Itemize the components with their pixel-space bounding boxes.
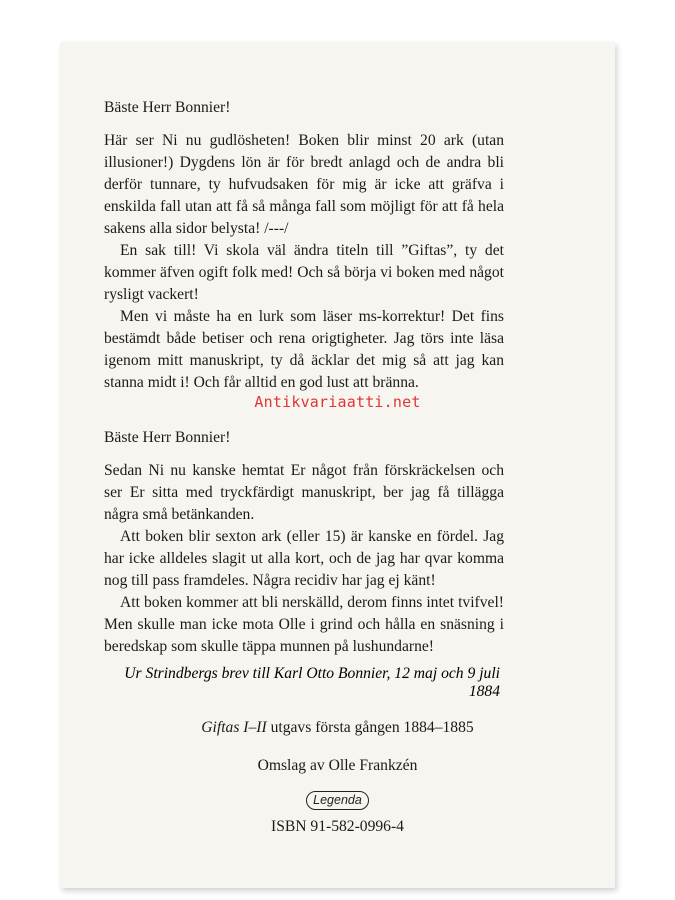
isbn: ISBN 91-582-0996-4 — [271, 818, 404, 835]
letter-two-paragraph-1: Sedan Ni nu kanske hemtat Er något från förskräckelsen och ser Er sitta med tryckfärdigt manuskript, ber jag få tillägga några små betänkanden. — [104, 462, 504, 523]
publisher-logo: Legenda — [306, 791, 369, 810]
letter-one-paragraph-1: Här ser Ni nu gudlösheten! Boken blir minst 20 ark (utan illusioner!) Dygdens lön är för bredt anlagd och de andra bli derför tunnare, ty hufvudsaken för mig är icke att gräfva i enskilda fall utan att få så många fall som möjligt för att få hela sakens alla sidor belysta! /---/ — [104, 132, 504, 237]
letter-two-paragraph-2: Att boken blir sexton ark (eller 15) är kanske en fördel. Jag har icke alldeles slagit ut alla kort, och de jag har qvar komma nog till pass framdeles. Några recidiv har jag ej känt! — [104, 528, 504, 589]
cover-credit: Omslag av Olle Frankzén — [257, 757, 418, 774]
letter-one-paragraph-3: Men vi måste ha en lurk som läser ms-korrektur! Det fins bestämdt både betiser och rena origtigheter. Jag törs inte läsa igenom mitt manuskript, ty då äcklar det mig så att jag kan stanna midt i! Och får alltid en god lust att bränna. — [104, 308, 504, 391]
first-publication-title: Giftas I–II — [201, 719, 267, 736]
letter-one-salutation: Bäste Herr Bonnier! — [104, 99, 231, 116]
letter-one — [104, 97, 504, 394]
watermark: Antikvariaatti.net — [254, 393, 421, 411]
letter-two — [104, 427, 504, 658]
first-publication-note — [60, 719, 615, 737]
letter-source-citation: Ur Strindbergs brev till Karl Otto Bonnier, 12 maj och 9 juli 1884 — [124, 665, 500, 700]
publisher-logo-container — [60, 791, 615, 810]
first-publication-text: utgavs första gången 1884–1885 — [266, 719, 474, 736]
letter-two-paragraph-3: Att boken kommer att bli nerskälld, derom finns intet tvifvel! Men skulle man icke mota Olle i grind och hålla en snäsning i beredskap som skulle täppa munnen på lushundarne! — [104, 594, 504, 655]
letter-one-paragraph-2: En sak till! Vi skola väl ändra titeln till ”Giftas”, ty det kommer äfven ogift folk med! Och så börja vi boken med något rysligt vackert! — [104, 242, 504, 303]
letter-two-salutation: Bäste Herr Bonnier! — [104, 429, 231, 446]
